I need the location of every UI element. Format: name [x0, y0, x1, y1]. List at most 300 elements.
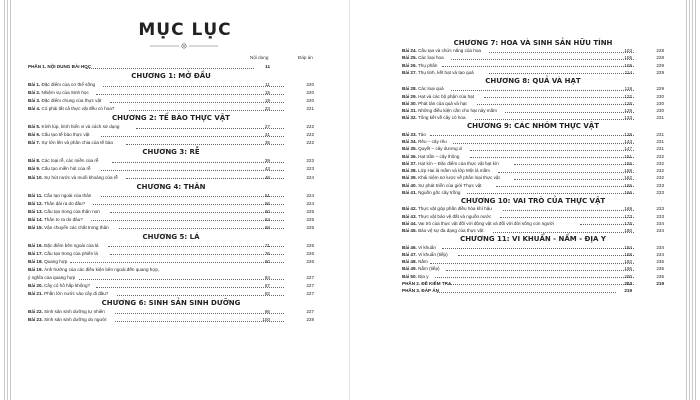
lesson-title: Sinh sản sinh dưỡng do người — [42, 317, 107, 323]
answer-page-number: 230 — [656, 100, 664, 106]
dot-leader — [453, 143, 634, 144]
entry-label — [28, 105, 114, 112]
toc-entry[interactable] — [28, 274, 314, 281]
lesson-number: Bài 25. — [402, 55, 417, 61]
lesson-number: Bài 38. — [402, 168, 417, 174]
toc-entry[interactable] — [402, 107, 664, 114]
title-ornament-icon — [148, 42, 220, 50]
content-page-number: 76 — [264, 250, 270, 256]
entry-label — [28, 139, 113, 146]
answer-page-number: 224 — [306, 174, 314, 180]
answer-page-number: 226 — [306, 250, 314, 256]
lesson-number: Bài 36. — [402, 153, 417, 159]
lesson-number: Bài 12. — [28, 200, 43, 206]
lesson-number: Bài 16. — [28, 242, 43, 248]
lesson-title: Tảo — [416, 131, 426, 137]
entry-label — [28, 290, 108, 297]
answer-page-number: 229 — [656, 62, 664, 68]
lesson-number: Bài 33. — [402, 131, 417, 137]
chapter-heading: CHƯƠNG 11: VI KHUẨN - NẤM - ĐỊA Y — [460, 234, 606, 243]
toc-entry[interactable] — [28, 105, 314, 112]
lesson-title: Phát tán của quả và hạt — [416, 100, 467, 106]
toc-entry[interactable] — [28, 316, 314, 323]
lesson-number: Bài 10. — [28, 174, 43, 180]
content-page-number: 158 — [624, 168, 632, 174]
content-page-number: 126 — [624, 100, 632, 106]
lesson-title: Nấm (tiếp) — [416, 266, 440, 272]
answer-page-number: 233 — [656, 189, 664, 195]
toc-entry[interactable] — [28, 290, 314, 297]
toc-entry[interactable] — [28, 250, 314, 257]
lesson-number: Bài 29. — [402, 93, 417, 99]
toc-entry[interactable] — [28, 308, 314, 315]
lesson-title: Nhiệm vụ của Sinh học — [40, 90, 89, 96]
content-page-number: 196 — [624, 266, 632, 272]
toc-entry[interactable] — [28, 242, 314, 249]
toc-entry[interactable] — [28, 89, 314, 96]
content-page-number: 162 — [624, 175, 632, 181]
content-page-number: 176 — [624, 220, 632, 226]
lesson-title: Vi khuẩn — [416, 244, 436, 250]
answer-page-number: 225 — [306, 216, 314, 222]
dot-leader — [430, 135, 634, 136]
lesson-title: Đặc điểm của cơ thể sống — [40, 82, 96, 88]
chapter-heading: CHƯƠNG 4: THÂN — [136, 182, 206, 191]
entry-label — [28, 282, 90, 289]
answer-page-number: 233 — [656, 206, 664, 212]
lesson-title: Các loại hoa — [416, 55, 444, 61]
content-page-number: 11 — [265, 82, 270, 88]
answer-page-number: 227 — [306, 283, 314, 289]
toc-entry[interactable] — [28, 139, 314, 146]
toc-entry[interactable] — [402, 69, 664, 76]
toc-entry[interactable] — [402, 160, 664, 167]
lesson-title: Tổng kết về cây có hoa — [416, 115, 466, 121]
chapter-heading: CHƯƠNG 2: TẾ BÀO THỰC VẬT — [112, 114, 230, 123]
dot-leader — [442, 248, 634, 249]
dot-leader — [489, 73, 634, 74]
entry-label — [402, 54, 444, 61]
content-page-number: 114 — [624, 69, 632, 75]
toc-entry[interactable] — [28, 174, 314, 181]
answer-page-number: 220 — [306, 98, 314, 104]
entry-label — [402, 182, 482, 189]
entry-label — [402, 167, 490, 174]
toc-entry[interactable] — [28, 192, 314, 199]
lesson-number: Bài 22. — [28, 309, 43, 315]
lesson-number: Bài 32. — [402, 115, 417, 121]
entry-label — [402, 160, 499, 167]
lesson-number: Bài 46. — [402, 244, 417, 250]
lesson-title: Đặc điểm bên ngoài của lá — [42, 242, 99, 248]
entry-label — [402, 107, 497, 114]
answer-page-number: 232 — [656, 168, 664, 174]
entry-label — [28, 274, 75, 281]
toc-entry[interactable] — [402, 258, 664, 265]
content-page-number: 180 — [624, 228, 632, 234]
part-title: PHẦN 2. ĐỀ KIỂM TRA — [402, 280, 452, 286]
toc-entry[interactable] — [402, 100, 664, 107]
chapter-heading: CHƯƠNG 6: SINH SẢN SINH DƯỠNG — [101, 299, 241, 308]
lesson-title: Các loại quả — [416, 86, 444, 92]
answer-page-number: 227 — [306, 309, 314, 315]
dot-leader — [489, 52, 634, 53]
page-edge-line — [689, 0, 690, 400]
content-page-number: 184 — [624, 244, 632, 250]
entry-label — [28, 224, 109, 231]
entry-label — [402, 258, 428, 265]
right-page — [350, 0, 700, 400]
lesson-number: Bài 9. — [28, 166, 41, 172]
toc-entry[interactable] — [28, 282, 314, 289]
entry-label — [402, 100, 467, 107]
toc-entry[interactable] — [402, 131, 664, 138]
content-page-number: 87 — [264, 283, 270, 289]
content-page-number: 200 — [624, 273, 632, 279]
lesson-number: Bài 45. — [402, 228, 417, 234]
entry-label — [402, 220, 554, 227]
entry-label — [402, 174, 500, 181]
entry-label — [402, 213, 491, 220]
toc-entry[interactable] — [402, 273, 664, 280]
toc-entry[interactable] — [402, 153, 664, 160]
page-edge-line — [695, 0, 696, 400]
lesson-number: Bài 50. — [402, 273, 417, 279]
dot-leader — [467, 193, 634, 194]
entry-label — [28, 97, 101, 104]
entry-label — [402, 114, 466, 121]
toc-entry[interactable] — [402, 251, 664, 258]
content-page-number: 169 — [624, 206, 632, 212]
content-page-number: 96 — [264, 309, 270, 315]
answer-page-number: 229 — [656, 86, 664, 92]
entry-label — [28, 316, 107, 323]
lesson-number: Bài 23. — [28, 317, 43, 323]
toc-entry[interactable] — [402, 205, 664, 212]
lesson-number: Bài 44. — [402, 220, 417, 226]
lesson-number: Bài 3. — [28, 98, 41, 104]
answer-page-number: 231 — [656, 131, 664, 137]
lesson-number: Bài 18. — [28, 258, 43, 264]
lesson-title: Bảo vệ sự đa dạng của thực vật — [416, 228, 484, 234]
answer-page-number: 219 — [656, 280, 664, 286]
toc-entry[interactable] — [402, 167, 664, 174]
dot-leader — [430, 263, 634, 264]
lesson-number: Bài 30. — [402, 100, 417, 106]
lesson-number: Bài 21. — [28, 291, 43, 297]
lesson-title: Nấm — [416, 259, 428, 264]
lesson-title: Thân dài ra do đâu? — [42, 200, 86, 206]
content-page-number: 46 — [264, 174, 270, 180]
entry-label — [402, 265, 440, 272]
toc-entry[interactable] — [402, 182, 664, 189]
toc-entry[interactable] — [402, 145, 664, 152]
toc-entry[interactable] — [402, 213, 664, 220]
lesson-title: Ảnh hưởng của các điều kiện bên ngoài đến quang hợp, — [42, 266, 160, 272]
toc-entry[interactable] — [402, 138, 664, 145]
page-edge-line — [4, 0, 5, 400]
dot-leader — [470, 157, 634, 158]
toc-entry[interactable] — [28, 216, 314, 223]
content-page-number: 80 — [264, 258, 270, 264]
answer-page-number: 234 — [656, 244, 664, 250]
lesson-title: Hạt và các bộ phận của hạt — [416, 93, 475, 99]
lesson-number: Bài 17. — [28, 250, 43, 256]
answer-page-number: 233 — [656, 182, 664, 188]
answer-page-number: 226 — [306, 258, 314, 264]
lesson-title: Phần lớn nước vào cây đi đâu? — [42, 291, 109, 297]
toc-entry[interactable] — [402, 93, 664, 100]
toc-entry[interactable] — [402, 189, 664, 196]
entry-label — [402, 131, 426, 138]
lesson-title: Cấu tạo trong của phiến lá — [42, 250, 98, 256]
answer-page-number: 235 — [656, 266, 664, 272]
part-heading[interactable] — [402, 287, 664, 294]
toc-entry[interactable] — [28, 131, 314, 138]
lesson-title: Thụ phấn — [416, 62, 438, 68]
toc-entry[interactable] — [402, 47, 664, 54]
entry-label — [402, 205, 492, 212]
toc-entry[interactable] — [28, 97, 314, 104]
content-page-number: 219 — [624, 288, 632, 293]
content-page-number: 192 — [624, 259, 632, 264]
entry-label — [28, 123, 119, 130]
page-edge-line — [692, 0, 693, 400]
lesson-title: Vi khuẩn (tiếp) — [416, 251, 448, 257]
answer-page-number: 231 — [656, 115, 664, 121]
content-page-number: 51 — [264, 192, 270, 198]
toc-entry[interactable] — [402, 54, 664, 61]
content-page-number: 133 — [624, 115, 632, 121]
lesson-title: Hạt kín – Đặc điểm của thực vật hạt kín — [416, 160, 499, 166]
toc-entry[interactable] — [402, 265, 664, 272]
answer-page-number: 233 — [656, 213, 664, 219]
lesson-number: Bài 41. — [402, 189, 417, 195]
toc-entry[interactable] — [28, 157, 314, 164]
dot-leader — [451, 90, 634, 91]
toc-entry[interactable] — [28, 123, 314, 130]
answer-page-number: 224 — [306, 192, 314, 198]
toc-entry[interactable] — [28, 200, 314, 207]
entry-label — [402, 153, 459, 160]
entry-label — [402, 244, 436, 251]
page-title: MỤC LỤC — [138, 20, 232, 40]
lesson-number: Bài 5. — [28, 124, 41, 130]
chapter-heading: CHƯƠNG 1: MỞ ĐẦU — [131, 72, 211, 81]
dot-leader — [449, 284, 634, 285]
lesson-number: Bài 34. — [402, 139, 417, 145]
content-page-number: 92 — [264, 291, 270, 297]
toc-entry[interactable] — [28, 208, 314, 215]
entry-label — [28, 266, 159, 273]
lesson-title: Địa y — [416, 273, 429, 279]
dot-leader — [470, 150, 634, 151]
lesson-title: Sự hút nước và muối khoáng của rễ — [42, 174, 118, 180]
content-page-number: 109 — [624, 62, 632, 68]
toc-entry[interactable] — [28, 258, 314, 265]
lesson-title: Vai trò của thực vật đối với động vật và đối với đời sống con người — [416, 220, 554, 226]
content-page-number: 203 — [624, 280, 632, 286]
lesson-number: Bài 43. — [402, 213, 417, 219]
lesson-number: Bài 20. — [28, 283, 43, 289]
content-page-number: 147 — [624, 146, 632, 152]
content-page-number: 27 — [264, 124, 270, 130]
lesson-title: Những điều kiện cần cho hạt nảy mầm — [416, 108, 498, 114]
content-page-number: 143 — [624, 139, 632, 145]
lesson-number: Bài 31. — [402, 108, 417, 114]
lesson-number: Bài 47. — [402, 251, 417, 257]
lesson-title: Thực vật bảo vệ đất và nguồn nước — [416, 213, 492, 219]
content-page-number: 43 — [264, 166, 270, 172]
dot-leader — [458, 255, 634, 256]
answer-page-number: 225 — [306, 242, 314, 248]
lesson-number: Bài 19. — [28, 266, 43, 272]
lesson-number: Bài 26. — [402, 62, 417, 68]
entry-label — [402, 93, 474, 100]
lesson-title: Kính lúp, kính hiển vi và cách sử dụng — [40, 124, 120, 130]
entry-label — [28, 165, 91, 172]
lesson-title: Khái niệm sơ lược về phân loại thực vật — [416, 175, 500, 181]
content-page-number: 56 — [264, 200, 270, 206]
dot-leader — [475, 119, 635, 120]
answer-page-number: 234 — [656, 251, 664, 257]
answer-page-number: 228 — [306, 317, 314, 323]
entry-label — [402, 62, 437, 69]
dot-leader — [493, 232, 634, 233]
content-page-number: 138 — [624, 131, 632, 137]
entry-label — [402, 47, 481, 54]
column-header-answer: Đáp án — [298, 55, 313, 60]
entry-label — [28, 208, 100, 215]
lesson-title: Cấu tạo và chức năng của hoa — [416, 48, 481, 54]
dot-leader — [70, 262, 284, 263]
lesson-number: Bài 48. — [402, 259, 417, 264]
dot-leader — [442, 66, 634, 67]
lesson-title: ý nghĩa của quang hợp — [28, 275, 76, 280]
answer-page-number: 225 — [306, 224, 314, 230]
content-page-number: 31 — [264, 132, 270, 138]
lesson-title: Thực vật góp phần điều hòa khí hậu — [416, 206, 492, 212]
lesson-title: Sự phát triển của giới Thực vật — [416, 182, 482, 188]
dot-leader — [79, 279, 284, 280]
toc-entry[interactable] — [402, 220, 664, 227]
content-page-number: 15 — [264, 90, 270, 96]
content-page-number: 35 — [264, 140, 270, 146]
toc-entry[interactable] — [402, 244, 664, 251]
content-page-number: 63 — [264, 216, 270, 222]
lesson-title: Cấu tạo ngoài của thân — [42, 192, 92, 198]
entry-label — [28, 250, 98, 257]
dot-leader — [484, 97, 634, 98]
answer-page-number: 225 — [306, 208, 314, 214]
toc-entry[interactable] — [402, 85, 664, 92]
lesson-title: Quang hợp — [42, 258, 68, 264]
entry-label — [402, 138, 447, 145]
lesson-title: Nguồn gốc cây trồng — [416, 189, 461, 195]
content-page-number: 173 — [624, 213, 632, 219]
lesson-title: Vận chuyển các chất trong thân — [42, 224, 109, 230]
entry-label — [28, 200, 85, 207]
entry-label — [402, 251, 448, 258]
answer-page-number: 220 — [306, 90, 314, 96]
content-page-number: 103 — [624, 48, 632, 54]
lesson-number: Bài 24. — [402, 48, 417, 54]
answer-page-number: 223 — [306, 166, 314, 172]
lesson-number: Bài 28. — [402, 86, 417, 92]
content-page-number: 60 — [264, 208, 270, 214]
entry-label — [28, 131, 90, 138]
lesson-title: Cấu tạo trong của thân non — [42, 208, 100, 214]
part-heading[interactable] — [28, 63, 314, 70]
dot-leader — [514, 179, 634, 180]
entry-label — [28, 89, 89, 96]
entry-label — [28, 81, 95, 88]
lesson-title: Quyết – cây dương xỉ — [416, 146, 463, 152]
toc-entry[interactable] — [402, 114, 664, 121]
toc-entry[interactable] — [28, 224, 314, 231]
answer-page-number: 224 — [306, 200, 314, 206]
toc-entry[interactable] — [402, 62, 664, 69]
lesson-title: Thân to ra do đâu? — [42, 216, 83, 222]
content-page-number: 23 — [264, 106, 270, 112]
dot-leader — [503, 210, 634, 211]
lesson-title: Lớp Hai lá mầm và lớp Một lá mầm — [416, 168, 490, 174]
entry-label — [28, 242, 98, 249]
toc-entry[interactable] — [28, 266, 314, 273]
lesson-number: Bài 6. — [28, 132, 41, 138]
toc-entry[interactable] — [28, 165, 314, 172]
chapter-heading: CHƯƠNG 3: RỄ — [142, 148, 200, 157]
answer-page-number: 229 — [656, 69, 664, 75]
answer-page-number: 230 — [656, 108, 664, 114]
content-page-number: 11 — [265, 64, 270, 69]
content-page-number: 129 — [624, 108, 632, 114]
answer-page-number: 232 — [656, 175, 664, 181]
lesson-title: Cây có hô hấp không? — [42, 283, 91, 289]
lesson-number: Bài 13. — [28, 208, 43, 214]
dot-leader — [500, 217, 634, 218]
dot-leader — [514, 164, 634, 165]
entry-label — [28, 192, 91, 199]
answer-page-number: 223 — [306, 158, 314, 164]
entry-label — [402, 189, 460, 196]
entry-label — [402, 273, 429, 280]
entry-label — [28, 308, 105, 315]
answer-page-number: 221 — [306, 106, 314, 112]
lesson-title: Sinh sản sinh dưỡng tự nhiên — [42, 309, 105, 315]
content-page-number: 151 — [624, 153, 632, 159]
answer-page-number: 222 — [306, 140, 314, 146]
content-page-number: 166 — [624, 189, 632, 195]
part-title: PHẦN 1. NỘI DUNG BÀI HỌC — [28, 64, 92, 69]
lesson-title: Cấu tạo miền hút của rễ — [40, 166, 91, 172]
content-page-number: 19 — [264, 98, 270, 104]
toc-entry[interactable] — [28, 81, 314, 88]
answer-page-number: 234 — [656, 220, 664, 226]
part-heading[interactable] — [402, 280, 664, 287]
dot-leader — [446, 270, 634, 271]
answer-page-number: 235 — [656, 273, 664, 279]
dot-leader — [505, 112, 634, 113]
answer-page-number: 234 — [656, 228, 664, 234]
entry-label — [28, 258, 67, 265]
content-page-number: 106 — [624, 55, 632, 61]
toc-entry[interactable] — [402, 174, 664, 181]
dot-leader — [451, 59, 634, 60]
toc-entry[interactable] — [402, 227, 664, 234]
content-page-number: 188 — [624, 251, 632, 257]
column-header-content: Nội dung — [250, 55, 269, 60]
